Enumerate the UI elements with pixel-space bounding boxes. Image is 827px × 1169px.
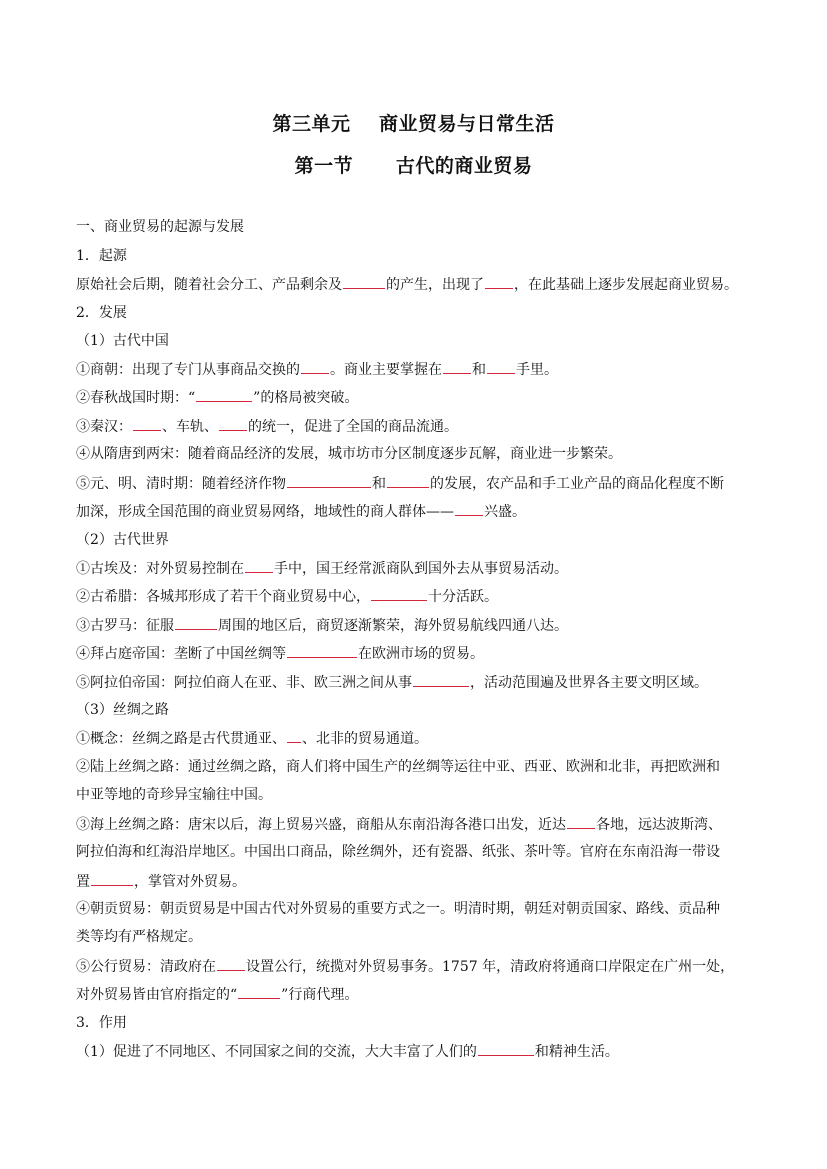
answer-blank[interactable]	[287, 729, 301, 743]
answer-blank[interactable]	[485, 275, 513, 289]
answer-blank[interactable]	[217, 957, 245, 971]
byzantine-line: ④拜占庭帝国：垄断了中国丝绸等 在欧洲市场的贸易。	[76, 646, 484, 662]
effect-line: （1）促进了不同地区、不同国家之间的交流，大大丰富了人们的 和精神生活。	[76, 1044, 619, 1060]
land-silk-road-line-1: ②陆上丝绸之路：通过丝绸之路，商人们将中国生产的丝绸等运往中亚、西亚、欧洲和北非，再把欧洲和	[76, 759, 720, 775]
suitang-line: ④从隋唐到两宋：随着商品经济的发展，城市坊市分区制度逐步瓦解，商业进一步繁荣。	[76, 446, 622, 462]
sea-silk-road-line-3: 置 ，掌管对外贸易。	[76, 874, 246, 890]
official-trade-line-1: ⑤公行贸易：清政府在 设置公行，统揽对外贸易事务。1757 年，清政府将通商口岸限定在广州一处，	[76, 959, 735, 975]
yuanming-line-2: 加深，形成全国范围的商业贸易网络，地域性的商人群体—— 兴盛。	[76, 504, 526, 520]
qinhan-line: ③秦汉： 、车轨、 的统一，促进了全国的商品流通。	[76, 419, 458, 435]
heading-effect: 3．作用	[76, 1015, 127, 1031]
answer-blank[interactable]	[343, 275, 385, 289]
heading-origin: 1．起源	[76, 248, 127, 264]
heading-origin-development: 一、商业贸易的起源与发展	[76, 219, 244, 235]
answer-blank[interactable]	[287, 474, 371, 488]
answer-blank[interactable]	[175, 616, 217, 630]
shang-line: ①商朝：出现了专门从事商品交换的 。商业主要掌握在 和 手里。	[76, 362, 558, 378]
answer-blank[interactable]	[287, 644, 357, 658]
subheading-silk-road: （3）丝绸之路	[76, 702, 169, 718]
answer-blank[interactable]	[455, 502, 483, 516]
land-silk-road-line-2: 中亚等地的奇珍异宝输往中国。	[76, 787, 272, 803]
answer-blank[interactable]	[443, 360, 471, 374]
answer-blank[interactable]	[567, 815, 595, 829]
subheading-ancient-world: （2）古代世界	[76, 532, 169, 548]
answer-blank[interactable]	[478, 1042, 534, 1056]
answer-blank[interactable]	[219, 417, 247, 431]
greece-line: ②古希腊：各城邦形成了若干个商业贸易中心， 十分活跃。	[76, 589, 498, 605]
origin-line: 原始社会后期，随着社会分工、产品剩余及 的产生，出现了 ，在此基础上逐步发展起商业贸易。	[76, 277, 738, 293]
section-title: 第一节 古代的商业贸易	[294, 155, 533, 177]
answer-blank[interactable]	[133, 417, 161, 431]
answer-blank[interactable]	[196, 388, 252, 402]
yuanming-line-1: ⑤元、明、清时期：随着经济作物 和 的发展，农产品和手工业产品的商品化程度不断	[76, 476, 724, 492]
answer-blank[interactable]	[91, 872, 133, 886]
answer-blank[interactable]	[487, 360, 515, 374]
rome-line: ③古罗马：征服 周围的地区后，商贸逐渐繁荣，海外贸易航线四通八达。	[76, 618, 568, 634]
subheading-ancient-china: （1）古代中国	[76, 333, 169, 349]
concept-line: ①概念：丝绸之路是古代贯通亚、 、北非的贸易通道。	[76, 731, 428, 747]
answer-blank[interactable]	[301, 360, 329, 374]
unit-title: 第三单元 商业贸易与日常生活	[272, 113, 555, 135]
tribute-line-1: ④朝贡贸易：朝贡贸易是中国古代对外贸易的重要方式之一。明清时期，朝廷对朝贡国家、路线、贡品种	[76, 901, 720, 917]
arab-line: ⑤阿拉伯帝国：阿拉伯商人在亚、非、欧三洲之间从事 ，活动范围遍及世界各主要文明区域。	[76, 675, 708, 691]
tribute-line-2: 类等均有严格规定。	[76, 929, 202, 945]
answer-blank[interactable]	[245, 559, 273, 573]
answer-blank[interactable]	[371, 587, 427, 601]
chunqiu-line: ②春秋战国时期：“ ”的格局被突破。	[76, 390, 359, 406]
answer-blank[interactable]	[413, 673, 469, 687]
sea-silk-road-line-2: 阿拉伯海和红海沿岸地区。中国出口商品，除丝绸外，还有瓷器、纸张、茶叶等。官府在东南沿海一带设	[76, 844, 720, 860]
answer-blank[interactable]	[238, 985, 280, 999]
official-trade-line-2: 对外贸易皆由官府指定的“ ”行商代理。	[76, 987, 359, 1003]
sea-silk-road-line-1: ③海上丝绸之路：唐宋以后，海上贸易兴盛，商船从东南沿海各港口出发，近达 各地，远达波斯湾、	[76, 817, 722, 833]
egypt-line: ①古埃及：对外贸易控制在 手中，国王经常派商队到国外去从事贸易活动。	[76, 561, 568, 577]
heading-development: 2．发展	[76, 305, 127, 321]
answer-blank[interactable]	[387, 474, 429, 488]
